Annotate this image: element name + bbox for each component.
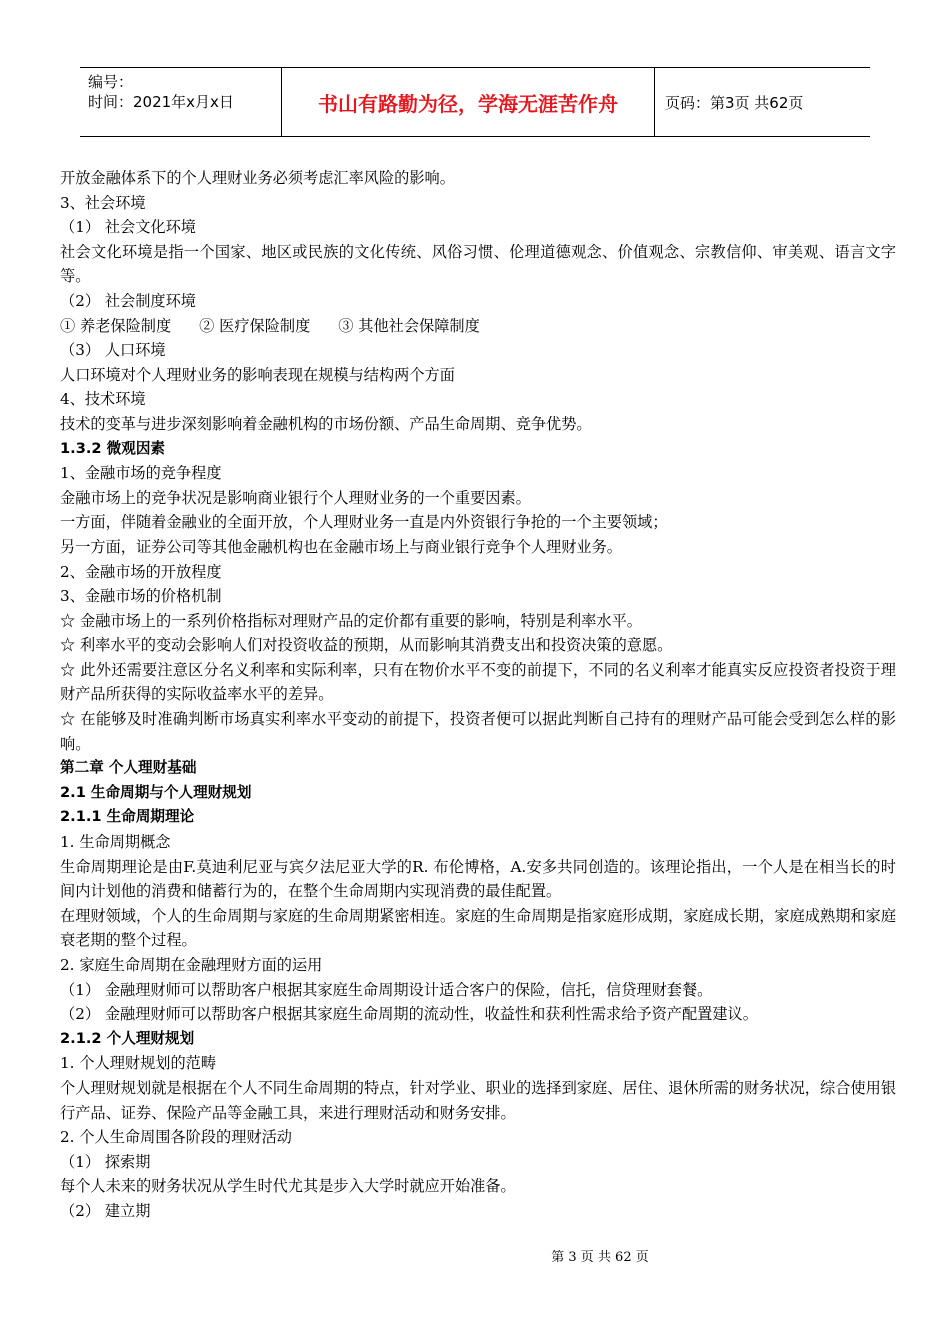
page-footer: 第 3 页 共 62 页 — [551, 1250, 649, 1265]
star-point: ☆ 利率水平的变动会影响人们对投资收益的预期，从而影响其消费支出和投资决策的意愿。 — [60, 636, 673, 655]
paragraph: 生命周期理论是由F.莫迪利尼亚与宾夕法尼亚大学的R. 布伦博格，A.安多共同创造的。该理论指出，一个人是在相当长的时间内计划他的消费和储蓄行为的，在整个生命周期内实现消费的最佳配置。 — [60, 857, 896, 901]
section-heading: 3、金融市场的价格机制 — [60, 587, 222, 606]
paragraph: 一方面，伴随着金融业的全面开放，个人理财业务一直是内外资银行争抢的一个主要领域； — [60, 513, 668, 532]
paragraph: 在理财领域，个人的生命周期与家庭的生命周期紧密相连。家庭的生命周期是指家庭形成期，家庭成长期，家庭成熟期和家庭衰老期的整个过程。 — [60, 906, 896, 950]
star-point: ☆ 金融市场上的一系列价格指标对理财产品的定价都有重要的影响，特别是利率水平。 — [60, 611, 642, 630]
section-heading: 2. 个人生命周围各阶段的理财活动 — [60, 1128, 292, 1147]
section-heading: 1、金融市场的竞争程度 — [60, 464, 222, 483]
star-point: ☆ 在能够及时准确判断市场真实利率水平变动的前提下，投资者便可以据此判断自己持有的理财产品可能会受到怎么样的影响。 — [60, 710, 896, 753]
chapter-title: 第二章 个人理财基础 — [60, 759, 197, 777]
paragraph: 开放金融体系下的个人理财业务必须考虑汇率风险的影响。 — [60, 169, 455, 187]
list-item: ③ 其他社会保障制度 — [338, 316, 480, 335]
document-time-label: 时间：2021年x月x日 — [88, 93, 234, 111]
paragraph: 另一方面，证券公司等其他金融机构也在金融市场上与商业银行竞争个人理财业务。 — [60, 537, 622, 556]
header-meta — [80, 68, 282, 136]
bold-heading: 2.1.2 个人理财规划 — [60, 1029, 195, 1047]
subsection-heading: （2） 社会制度环境 — [60, 291, 196, 310]
section-heading: 2. 家庭生命周期在金融理财方面的运用 — [60, 956, 323, 974]
section-heading: 1. 生命周期概念 — [60, 833, 171, 852]
header-motto: 书山有路勤为径，学海无涯苦作舟 — [282, 68, 655, 136]
bold-heading: 1.3.2 微观因素 — [60, 439, 166, 457]
subsection-heading: （2） 建立期 — [60, 1201, 151, 1220]
subsection-heading: （3） 人口环境 — [60, 341, 166, 360]
social-system-list — [60, 314, 896, 339]
paragraph: 金融市场上的竞争状况是影响商业银行个人理财业务的一个重要因素。 — [60, 488, 531, 507]
document-number-label: 编号： — [88, 73, 134, 91]
section-heading: 2、金融市场的开放程度 — [60, 562, 222, 581]
paragraph: （2） 金融理财师可以帮助客户根据其家庭生命周期的流动性，收益性和获利性需求给予资产配置建议。 — [60, 1005, 758, 1024]
list-item: ① 养老保险制度 — [60, 316, 172, 335]
section-heading: 3、社会环境 — [60, 193, 146, 212]
bold-heading: 2.1 生命周期与个人理财规划 — [60, 783, 252, 801]
section-heading: 4、技术环境 — [60, 390, 146, 409]
paragraph: 个人理财规划就是根据在个人不同生命周期的特点，针对学业、职业的选择到家庭、居住、退休所需的财务状况，综合使用银行产品、证券、保险产品等金融工具，来进行理财活动和财务安排。 — [60, 1078, 896, 1122]
list-item: ② 医疗保险制度 — [199, 316, 311, 335]
star-point: ☆ 此外还需要注意区分名义利率和实际利率，只有在物价水平不变的前提下，不同的名义利率才能真实反应投资者投资于理财产品所获得的实际收益率水平的差异。 — [60, 660, 896, 704]
header-page-code: 页码：第3页 共62页 — [665, 93, 804, 112]
section-heading: 1. 个人理财规划的范畴 — [60, 1054, 217, 1073]
bold-heading: 2.1.1 生命周期理论 — [60, 808, 195, 826]
paragraph: 技术的变革与进步深刻影响着金融机构的市场份额、产品生命周期、竞争优势。 — [60, 414, 592, 433]
paragraph: 人口环境对个人理财业务的影响表现在规模与结构两个方面 — [60, 365, 455, 384]
subsection-heading: （1） 社会文化环境 — [60, 218, 196, 237]
paragraph: 社会文化环境是指一个国家、地区或民族的文化传统、风俗习惯、伦理道德观念、价值观念、宗教信仰、审美观、语言文字等。 — [60, 242, 896, 286]
subsection-heading: （1） 探索期 — [60, 1152, 151, 1171]
paragraph: 每个人未来的财务状况从学生时代尤其是步入大学时就应开始准备。 — [60, 1177, 516, 1196]
page-header — [80, 67, 870, 137]
document-body — [60, 166, 896, 1224]
paragraph: （1） 金融理财师可以帮助客户根据其家庭生命周期设计适合客户的保险，信托，信贷理财套餐。 — [60, 980, 713, 999]
